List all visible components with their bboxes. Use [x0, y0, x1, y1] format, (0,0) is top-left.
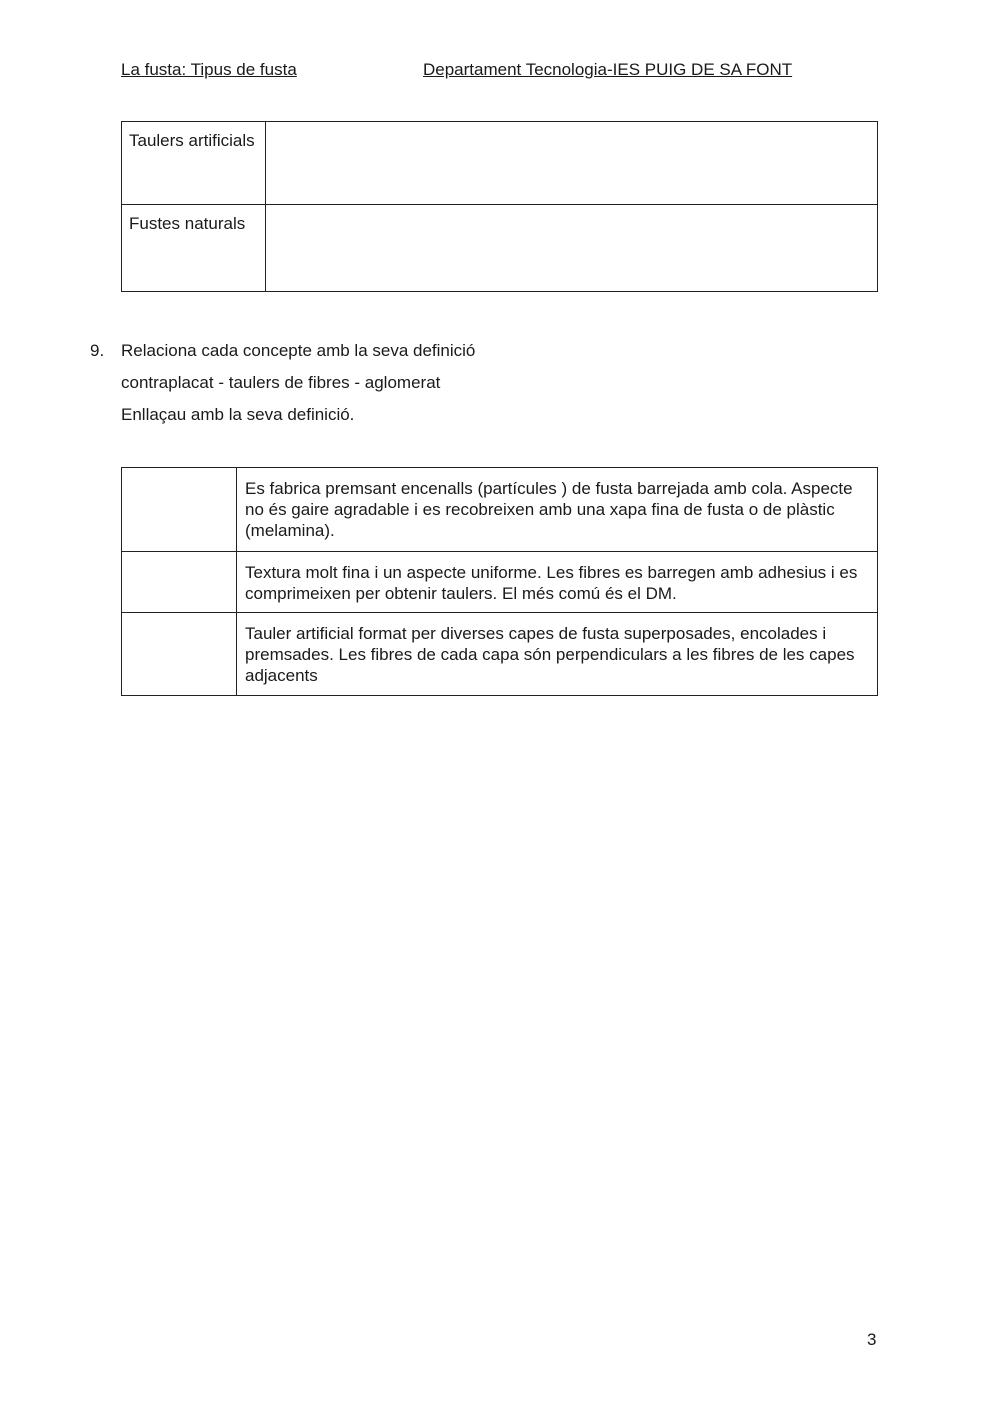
row-label-text: Taulers artificials [129, 131, 255, 150]
row-label-text: Fustes naturals [129, 214, 246, 233]
table-row [122, 613, 878, 696]
table-row [122, 205, 878, 292]
answer-cell-natural-woods[interactable] [266, 205, 878, 292]
question-prompt: Relaciona cada concepte amb la seva definició [121, 341, 476, 360]
page-number: 3 [867, 1330, 877, 1349]
table-row [122, 468, 878, 552]
answer-cell-artificial-boards[interactable] [266, 122, 878, 205]
answer-cell[interactable] [122, 468, 237, 552]
row-label-artificial-boards [122, 122, 266, 205]
definitions-table [121, 467, 878, 696]
definition-text: Es fabrica premsant encenalls (partícules ) de fusta barrejada amb cola. Aspecte no és gaire agradable i es recobreixen amb una xapa fina de fusta o de plàstic (melamina). [245, 479, 853, 540]
wood-types-table [121, 121, 878, 292]
answer-cell[interactable] [122, 552, 237, 613]
definition-text: Textura molt fina i un aspecte uniforme. Les fibres es barregen amb adhesius i es comprimeixen per obtenir taulers. El més comú és el DM. [245, 563, 858, 603]
definition-text: Tauler artificial format per diverses capes de fusta superposades, encolades i premsades. Les fibres de cada capa són perpendiculars a les fibres de les capes adjacents [245, 624, 855, 685]
header-department: Departament Tecnologia-IES PUIG DE SA FONT [423, 60, 793, 79]
header-title: La fusta: Tipus de fusta [121, 60, 297, 79]
question-concepts: contraplacat - taulers de fibres - aglomerat [121, 373, 441, 392]
question-instruction: Enllaçau amb la seva definició. [121, 405, 355, 424]
table-row [122, 552, 878, 613]
definition-cell [237, 468, 878, 552]
definition-cell [237, 552, 878, 613]
table-row [122, 122, 878, 205]
definition-cell [237, 613, 878, 696]
question-number: 9. [90, 341, 105, 360]
row-label-natural-woods [122, 205, 266, 292]
answer-cell[interactable] [122, 613, 237, 696]
